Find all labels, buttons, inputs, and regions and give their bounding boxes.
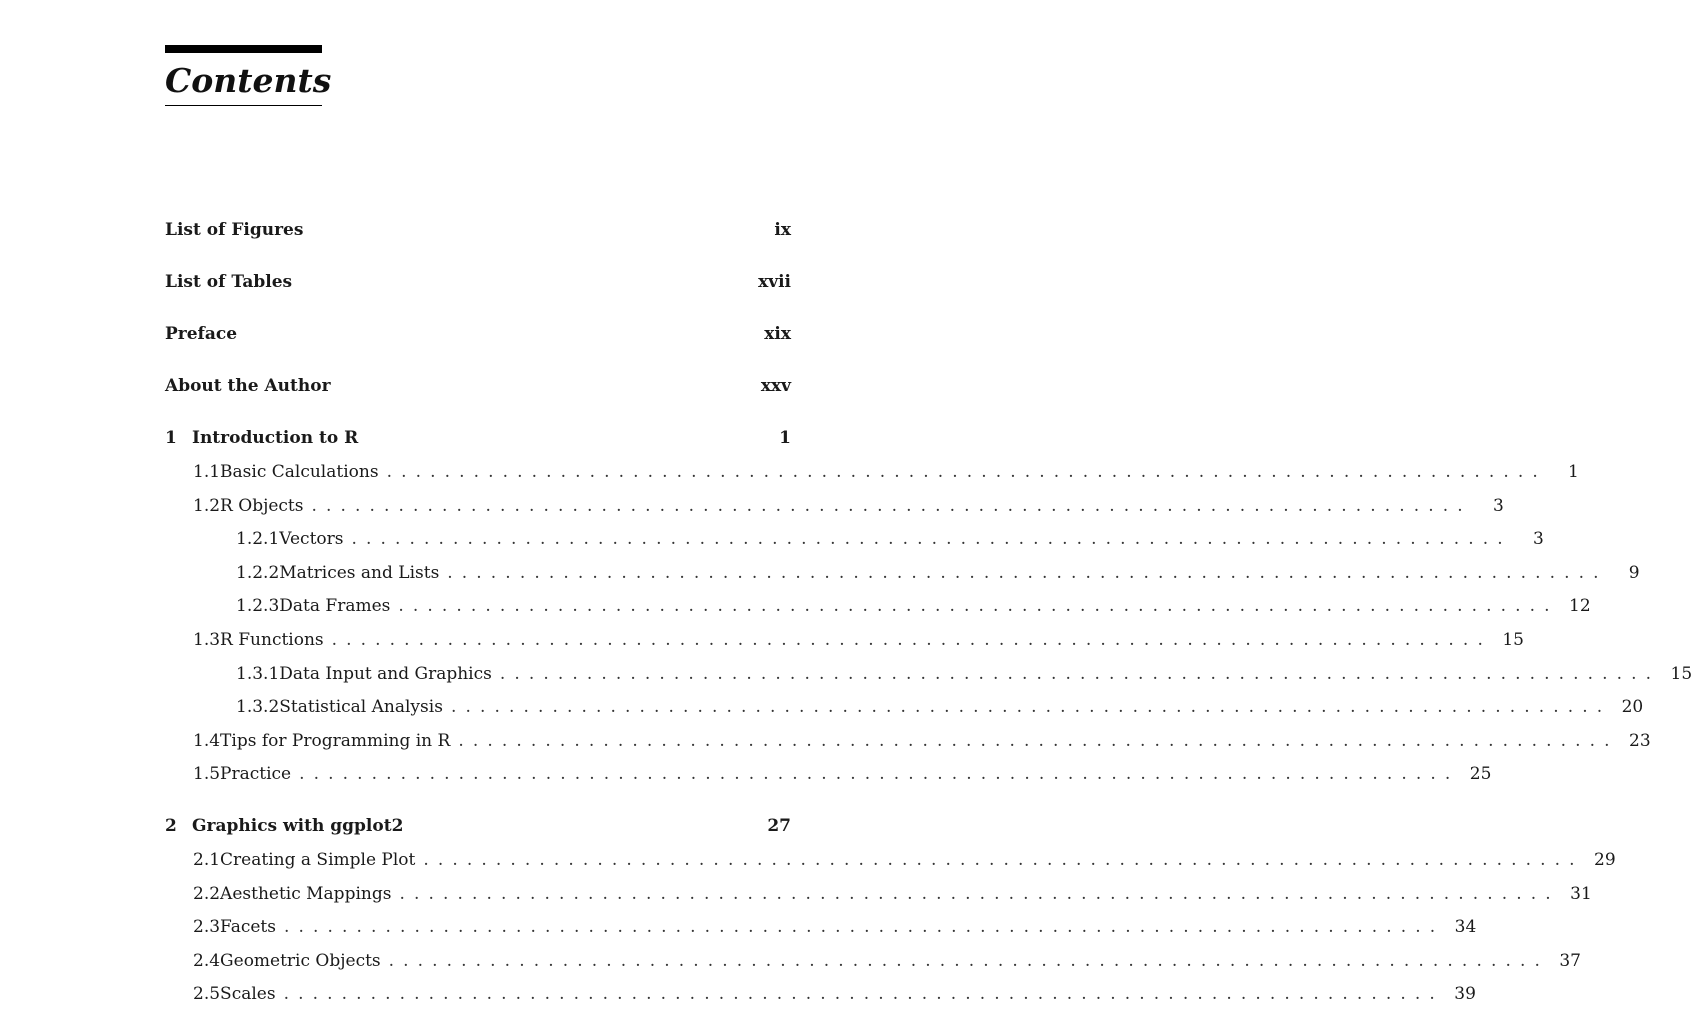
toc-entry-number: 1.2.2 [236, 562, 280, 583]
toc-entry-number: 1.2.3 [236, 596, 280, 617]
toc-page-number: 1 [1568, 462, 1579, 482]
toc-entry-number: 2.5 [193, 984, 221, 1005]
toc-page-number: 37 [1559, 950, 1581, 971]
toc-entry-label: Practice [220, 764, 292, 785]
toc-page-number: 34 [1454, 917, 1477, 938]
toc-entry-section-2-5[interactable] [193, 982, 1476, 1006]
toc-entry-number: 1.1 [193, 462, 221, 482]
toc-page-number: 9 [1628, 562, 1640, 583]
toc-entry-label: List of Figures [165, 220, 304, 240]
toc-dot-leader: ................................................................................ [423, 850, 1584, 870]
toc-entry-label: Graphics with ggplot2 [192, 816, 404, 836]
toc-entry-number: 2.2 [193, 883, 221, 904]
toc-entry-section-2-3[interactable] [193, 915, 1477, 939]
toc-page-number: xxv [760, 376, 791, 396]
toc-dot-leader: ................................................................................ [450, 697, 1612, 718]
toc-entry-label: Statistical Analysis [279, 697, 443, 718]
toc-entry-label: Geometric Objects [220, 950, 381, 971]
toc-page-number: ix [774, 220, 791, 240]
toc-page-number: 15 [1670, 663, 1692, 684]
toc-dot-leader: ................................................................................ [447, 562, 1608, 583]
toc-entry-number: 1.3 [193, 630, 221, 650]
page-title: Contents [165, 61, 332, 100]
toc-entry-number: 1 [165, 428, 177, 448]
toc-entry-number: 2.3 [193, 917, 221, 938]
toc-entry-label: R Objects [220, 495, 304, 516]
toc-dot-leader: ................................................................................ [398, 596, 1559, 617]
toc-entry-label: Matrices and Lists [279, 562, 440, 583]
toc-dot-leader: ................................................................................ [283, 984, 1444, 1005]
toc-entry-label: List of Tables [165, 272, 293, 292]
toc-entry-label: Data Frames [279, 596, 391, 617]
toc-entry-number: 2.1 [193, 850, 221, 870]
toc-page-number: 27 [767, 816, 791, 836]
toc-entry-section-1-1[interactable] [193, 460, 1579, 484]
toc-page-number: 12 [1569, 596, 1591, 617]
toc-entry-number: 1.3.2 [236, 697, 280, 718]
toc-page-number: 25 [1469, 764, 1492, 785]
toc-dot-leader: ................................................................................ [331, 630, 1492, 650]
toc-entry-label: Preface [165, 324, 238, 344]
toc-dot-leader: ................................................................................ [299, 764, 1460, 785]
toc-page-number: 1 [779, 428, 791, 448]
toc-entry-section-1-2-2[interactable] [236, 561, 1640, 585]
toc-entry-front-3[interactable] [165, 374, 791, 398]
toc-entry-section-1-3[interactable] [193, 628, 1524, 652]
toc-entry-label: Tips for Programming in R [220, 730, 451, 751]
toc-page-number: 15 [1502, 630, 1524, 650]
toc-entry-section-1-2-1[interactable] [236, 527, 1544, 551]
toc-entry-label: Scales [220, 984, 276, 1005]
toc-page-number: 39 [1454, 984, 1476, 1005]
toc-dot-leader: ................................................................................ [311, 495, 1472, 516]
toc-entry-label: About the Author [165, 376, 331, 396]
toc-entry-number: 1.5 [193, 764, 221, 785]
toc-entry-section-2-4[interactable] [193, 949, 1581, 973]
toc-entry-section-1-2-3[interactable] [236, 594, 1591, 618]
toc-dot-leader: ................................................................................ [386, 462, 1547, 482]
toc-entry-number: 1.3.1 [236, 663, 280, 684]
toc-entry-label: Facets [220, 917, 276, 938]
toc-entry-section-1-5[interactable] [193, 762, 1492, 786]
toc-dot-leader: ................................................................................ [388, 950, 1549, 971]
toc-entry-number: 2.4 [193, 950, 221, 971]
toc-entry-label: Data Input and Graphics [279, 663, 492, 684]
toc-entry-front-1[interactable] [165, 270, 791, 294]
toc-dot-leader: ................................................................................ [458, 730, 1619, 751]
toc-entry-section-1-3-1[interactable] [236, 662, 1692, 686]
toc-dot-leader: ................................................................................ [283, 917, 1445, 938]
toc-entry-number: 2 [165, 816, 177, 836]
toc-dot-leader: ................................................................................ [399, 883, 1560, 904]
toc-entry-number: 1.2.1 [236, 529, 280, 550]
toc-entry-label: Creating a Simple Plot [220, 850, 416, 870]
toc-page-number: xix [764, 324, 791, 344]
toc-page-number: xvii [758, 272, 791, 292]
toc-entry-section-1-2[interactable] [193, 494, 1504, 518]
toc-dot-leader: ................................................................................ [351, 529, 1512, 550]
toc-entry-section-1-4[interactable] [193, 729, 1651, 753]
toc-dot-leader: ................................................................................ [499, 663, 1661, 684]
toc-entry-label: Vectors [279, 529, 344, 550]
toc-page-number: 20 [1621, 697, 1644, 718]
toc-entry-label: Introduction to R [192, 428, 359, 448]
toc-page-number: 29 [1594, 850, 1616, 870]
toc-entry-section-2-2[interactable] [193, 882, 1592, 906]
toc-entry-section-1-3-2[interactable] [236, 695, 1644, 719]
toc-entry-number: 1.2 [193, 495, 221, 516]
toc-entry-chapter-2[interactable] [165, 814, 791, 838]
toc-entry-front-2[interactable] [165, 322, 791, 346]
toc-page-number: 23 [1629, 730, 1651, 751]
toc-entry-label: Basic Calculations [220, 462, 379, 482]
toc-page-number: 3 [1492, 495, 1504, 516]
toc-entry-chapter-1[interactable] [165, 426, 791, 450]
toc-entry-label: Aesthetic Mappings [220, 883, 392, 904]
toc-entry-number: 1.4 [193, 730, 221, 751]
toc-entry-front-0[interactable] [165, 218, 791, 242]
toc-page-number: 3 [1532, 529, 1544, 550]
toc-entry-section-2-1[interactable] [193, 848, 1616, 872]
toc-entry-label: R Functions [220, 630, 324, 650]
toc-page-number: 31 [1570, 883, 1592, 904]
